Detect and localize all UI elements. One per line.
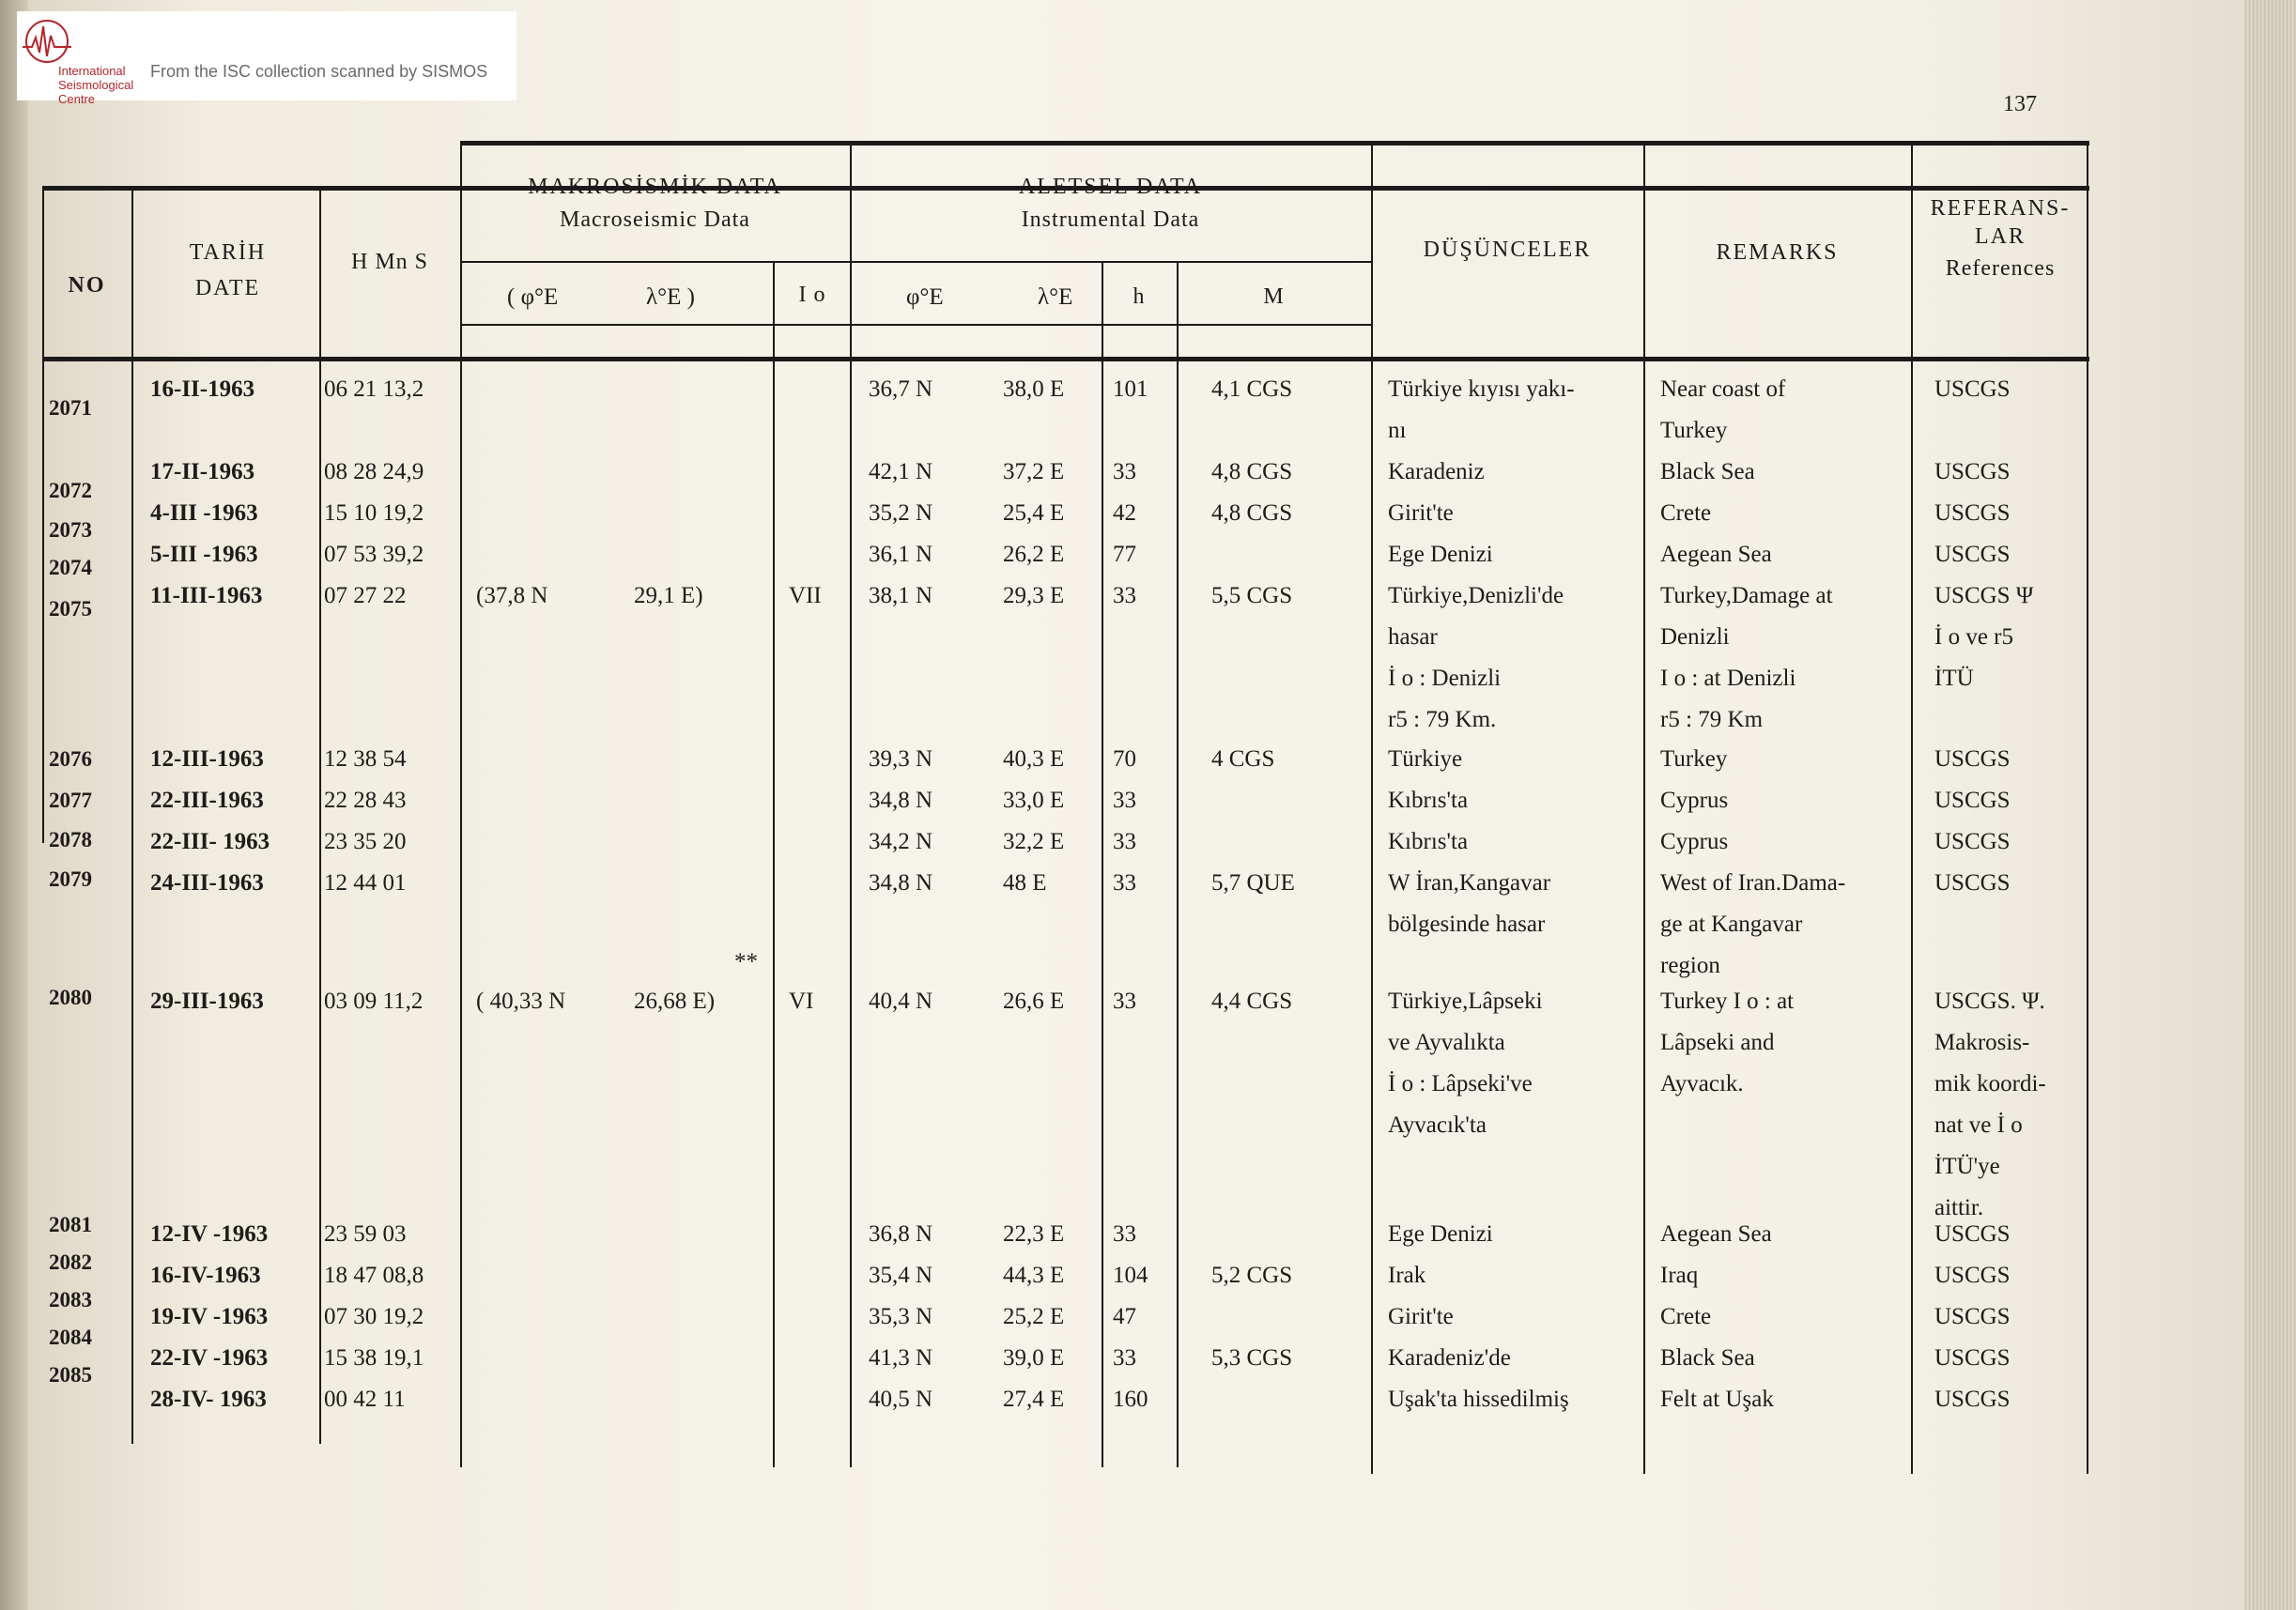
- dusunceler-text: bölgesinde hasar: [1388, 912, 1546, 937]
- dusunceler-text: Karadeniz'de: [1388, 1345, 1511, 1371]
- instrumental-longitude: 44,3 E: [1003, 1263, 1065, 1288]
- remarks-text: Aegean Sea: [1660, 1221, 1772, 1247]
- event-time: 07 30 19,2: [324, 1304, 424, 1329]
- event-date: 22-IV -1963: [150, 1345, 269, 1371]
- dusunceler-text: nı: [1388, 418, 1407, 443]
- header-referans: REFERANS-: [1930, 196, 2071, 221]
- event-number: 2077: [49, 789, 92, 812]
- event-date: 24-III-1963: [150, 870, 264, 896]
- instrumental-longitude: 26,2 E: [1003, 542, 1065, 567]
- dusunceler-text: Karadeniz: [1388, 459, 1485, 484]
- reference-text: USCGS Ψ: [1934, 583, 2034, 608]
- event-number: 2079: [49, 867, 92, 891]
- header-inst-lat: φ°E: [906, 284, 944, 310]
- dusunceler-text: Irak: [1388, 1263, 1426, 1288]
- scan-source-caption: From the ISC collection scanned by SISMOS: [150, 62, 488, 81]
- instrumental-longitude: 32,2 E: [1003, 829, 1065, 854]
- event-number: 2085: [49, 1363, 92, 1387]
- event-number: 2083: [49, 1288, 92, 1311]
- focal-depth: 33: [1113, 583, 1136, 608]
- event-date: 12-III-1963: [150, 746, 264, 772]
- event-date: 5-III -1963: [150, 542, 258, 567]
- event-time: 15 38 19,1: [324, 1345, 424, 1371]
- event-number: 2076: [49, 747, 92, 771]
- reference-text: USCGS. Ψ.: [1934, 989, 2045, 1014]
- event-time: 06 21 13,2: [324, 376, 424, 402]
- instrumental-latitude: 35,3 N: [869, 1304, 933, 1329]
- event-number: 2084: [49, 1326, 92, 1349]
- reference-text: USCGS: [1934, 1221, 2011, 1247]
- event-date: 11-III-1963: [150, 583, 263, 608]
- dusunceler-text: Kıbrıs'ta: [1388, 788, 1469, 813]
- instrumental-longitude: 48 E: [1003, 870, 1047, 896]
- instrumental-latitude: 36,1 N: [869, 542, 933, 567]
- event-number: 2081: [49, 1213, 92, 1236]
- reference-text: İTÜ: [1934, 666, 1974, 691]
- focal-depth: 160: [1113, 1387, 1148, 1412]
- focal-depth: 47: [1113, 1304, 1136, 1329]
- magnitude: 5,7 QUE: [1211, 870, 1295, 896]
- focal-depth: 104: [1113, 1263, 1148, 1288]
- focal-depth: 33: [1113, 1345, 1136, 1371]
- reference-text: USCGS: [1934, 788, 2011, 813]
- header-dusunceler: DÜŞÜNCELER: [1423, 238, 1592, 262]
- event-date: 28-IV- 1963: [150, 1387, 267, 1412]
- header-lar: LAR: [1975, 224, 2026, 249]
- dusunceler-text: Türkiye: [1388, 746, 1463, 772]
- dusunceler-text: Ayvacık'ta: [1388, 1112, 1487, 1138]
- event-time: 15 10 19,2: [324, 500, 424, 526]
- instrumental-longitude: 25,4 E: [1003, 500, 1065, 526]
- dusunceler-text: Türkiye,Lâpseki: [1388, 989, 1543, 1014]
- focal-depth: 70: [1113, 746, 1136, 772]
- focal-depth: 77: [1113, 542, 1136, 567]
- instrumental-longitude: 39,0 E: [1003, 1345, 1065, 1371]
- event-number: 2072: [49, 479, 92, 502]
- instrumental-latitude: 41,3 N: [869, 1345, 933, 1371]
- dusunceler-text: r5 : 79 Km.: [1388, 707, 1497, 732]
- instrumental-latitude: 36,7 N: [869, 376, 933, 402]
- instrumental-longitude: 27,4 E: [1003, 1387, 1065, 1412]
- remarks-text: Aegean Sea: [1660, 542, 1772, 567]
- event-number: 2080: [49, 986, 92, 1009]
- event-time: 03 09 11,2: [324, 989, 424, 1014]
- reference-text: USCGS: [1934, 500, 2011, 526]
- reference-text: İ o ve r5: [1934, 624, 2013, 650]
- reference-text: nat ve İ o: [1934, 1112, 2023, 1138]
- header-date: DATE: [194, 276, 261, 300]
- reference-text: USCGS: [1934, 1387, 2011, 1412]
- focal-depth: 33: [1113, 1221, 1136, 1247]
- remarks-text: Black Sea: [1660, 1345, 1755, 1371]
- reference-text: USCGS: [1934, 870, 2011, 896]
- event-time: 23 59 03: [324, 1221, 407, 1247]
- header-tarih: TARİH: [189, 240, 267, 265]
- remarks-text: Cyprus: [1660, 829, 1729, 854]
- event-date: 19-IV -1963: [150, 1304, 269, 1329]
- dusunceler-text: İ o : Denizli: [1388, 666, 1502, 691]
- event-date: 22-III-1963: [150, 788, 264, 813]
- magnitude: 5,2 CGS: [1211, 1263, 1293, 1288]
- magnitude: 4,4 CGS: [1211, 989, 1293, 1014]
- event-time: 12 38 54: [324, 746, 407, 772]
- event-number: 2075: [49, 597, 92, 621]
- event-date: 29-III-1963: [150, 989, 264, 1014]
- macro-intensity: VII: [789, 583, 822, 608]
- macro-latitude: (37,8 N: [476, 583, 548, 608]
- reference-text: Makrosis-: [1934, 1030, 2030, 1055]
- header-no: NO: [68, 273, 106, 298]
- header-instrumental: Instrumental Data: [1021, 207, 1200, 232]
- reference-text: USCGS: [1934, 542, 2011, 567]
- header-makro-lat: ( φ°E: [507, 284, 559, 310]
- remarks-text: West of Iran.Dama-: [1660, 870, 1846, 896]
- dusunceler-text: Ege Denizi: [1388, 1221, 1493, 1247]
- header-m: M: [1263, 284, 1285, 309]
- event-time: 12 44 01: [324, 870, 407, 896]
- remarks-text: r5 : 79 Km: [1660, 707, 1764, 732]
- remarks-text: Denizli: [1660, 624, 1730, 650]
- event-time: 22 28 43: [324, 788, 407, 813]
- focal-depth: 101: [1113, 376, 1148, 402]
- header-references: References: [1945, 256, 2056, 281]
- header-makrosismik: MAKROSİSMİK DATA: [528, 175, 782, 199]
- macro-intensity: VI: [789, 989, 814, 1014]
- instrumental-longitude: 29,3 E: [1003, 583, 1065, 608]
- remarks-text: Near coast of: [1660, 376, 1786, 402]
- remarks-text: Iraq: [1660, 1263, 1699, 1288]
- event-date: 16-II-1963: [150, 376, 255, 402]
- instrumental-longitude: 26,6 E: [1003, 989, 1065, 1014]
- focal-depth: 33: [1113, 829, 1136, 854]
- reference-text: USCGS: [1934, 459, 2011, 484]
- instrumental-latitude: 38,1 N: [869, 583, 933, 608]
- header-h: h: [1133, 284, 1146, 309]
- dusunceler-text: Türkiye kıyısı yakı-: [1388, 376, 1575, 402]
- page-edges: [2244, 0, 2296, 1610]
- macro-footnote-mark: **: [734, 949, 758, 974]
- event-time: 00 42 11: [324, 1387, 406, 1412]
- event-number: 2073: [49, 518, 92, 542]
- instrumental-latitude: 34,8 N: [869, 870, 933, 896]
- remarks-text: Crete: [1660, 500, 1712, 526]
- header-aletsel: ALETSEL DATA: [1018, 175, 1203, 199]
- dusunceler-text: W İran,Kangavar: [1388, 870, 1551, 896]
- header-io: I o: [798, 283, 826, 307]
- header-remarks: REMARKS: [1716, 240, 1839, 265]
- dusunceler-text: Girit'te: [1388, 500, 1454, 526]
- header-inst-lon: λ°E: [1038, 284, 1073, 310]
- event-number: 2074: [49, 556, 92, 579]
- event-time: 07 53 39,2: [324, 542, 424, 567]
- reference-text: İTÜ'ye: [1934, 1154, 2000, 1179]
- remarks-text: Turkey: [1660, 746, 1728, 772]
- magnitude: 5,3 CGS: [1211, 1345, 1293, 1371]
- event-date: 16-IV-1963: [150, 1263, 261, 1288]
- event-number: 2082: [49, 1250, 92, 1274]
- event-date: 22-III- 1963: [150, 829, 270, 854]
- dusunceler-text: Türkiye,Denizli'de: [1388, 583, 1564, 608]
- remarks-text: I o : at Denizli: [1660, 666, 1796, 691]
- instrumental-latitude: 34,8 N: [869, 788, 933, 813]
- header-makro-lon: λ°E ): [646, 284, 695, 310]
- event-time: 08 28 24,9: [324, 459, 424, 484]
- instrumental-longitude: 22,3 E: [1003, 1221, 1065, 1247]
- instrumental-latitude: 36,8 N: [869, 1221, 933, 1247]
- remarks-text: Black Sea: [1660, 459, 1755, 484]
- instrumental-latitude: 34,2 N: [869, 829, 933, 854]
- focal-depth: 33: [1113, 459, 1136, 484]
- event-time: 18 47 08,8: [324, 1263, 424, 1288]
- reference-text: USCGS: [1934, 829, 2011, 854]
- magnitude: 4,8 CGS: [1211, 500, 1293, 526]
- instrumental-latitude: 35,2 N: [869, 500, 933, 526]
- event-time: 07 27 22: [324, 583, 407, 608]
- dusunceler-text: Uşak'ta hissedilmiş: [1388, 1387, 1569, 1412]
- focal-depth: 33: [1113, 870, 1136, 896]
- focal-depth: 33: [1113, 989, 1136, 1014]
- isc-logo-banner: [17, 11, 516, 106]
- instrumental-longitude: 33,0 E: [1003, 788, 1065, 813]
- event-date: 17-II-1963: [150, 459, 255, 484]
- event-number: 2071: [49, 396, 92, 420]
- isc-seismograph-icon: [21, 15, 73, 71]
- instrumental-longitude: 25,2 E: [1003, 1304, 1065, 1329]
- remarks-text: Turkey,Damage at: [1660, 583, 1833, 608]
- focal-depth: 42: [1113, 500, 1136, 526]
- event-time: 23 35 20: [324, 829, 407, 854]
- macro-longitude: 26,68 E): [634, 989, 716, 1014]
- macro-latitude: ( 40,33 N: [476, 989, 566, 1014]
- magnitude: 5,5 CGS: [1211, 583, 1293, 608]
- reference-text: aittir.: [1934, 1195, 1984, 1220]
- instrumental-longitude: 38,0 E: [1003, 376, 1065, 402]
- instrumental-latitude: 39,3 N: [869, 746, 933, 772]
- instrumental-longitude: 40,3 E: [1003, 746, 1065, 772]
- magnitude: 4 CGS: [1211, 746, 1275, 772]
- instrumental-latitude: 42,1 N: [869, 459, 933, 484]
- dusunceler-text: ve Ayvalıkta: [1388, 1030, 1505, 1055]
- dusunceler-text: Girit'te: [1388, 1304, 1454, 1329]
- instrumental-latitude: 35,4 N: [869, 1263, 933, 1288]
- magnitude: 4,8 CGS: [1211, 459, 1293, 484]
- event-number: 2078: [49, 828, 92, 851]
- page-number: 137: [2003, 92, 2037, 116]
- dusunceler-text: Kıbrıs'ta: [1388, 829, 1469, 854]
- reference-text: USCGS: [1934, 376, 2011, 402]
- reference-text: USCGS: [1934, 1263, 2011, 1288]
- remarks-text: Turkey: [1660, 418, 1728, 443]
- magnitude: 4,1 CGS: [1211, 376, 1293, 402]
- macro-longitude: 29,1 E): [634, 583, 703, 608]
- instrumental-longitude: 37,2 E: [1003, 459, 1065, 484]
- reference-text: mik koordi-: [1934, 1071, 2046, 1096]
- remarks-text: Felt at Uşak: [1660, 1387, 1774, 1412]
- header-hms: H Mn S: [350, 250, 429, 274]
- reference-text: USCGS: [1934, 746, 2011, 772]
- reference-text: USCGS: [1934, 1345, 2011, 1371]
- event-date: 4-III -1963: [150, 500, 258, 526]
- dusunceler-text: İ o : Lâpseki've: [1388, 1071, 1533, 1096]
- remarks-text: region: [1660, 953, 1720, 978]
- dusunceler-text: hasar: [1388, 624, 1438, 650]
- remarks-text: Turkey I o : at: [1660, 989, 1795, 1014]
- remarks-text: Lâpseki and: [1660, 1030, 1775, 1055]
- reference-text: USCGS: [1934, 1304, 2011, 1329]
- remarks-text: Cyprus: [1660, 788, 1729, 813]
- instrumental-latitude: 40,5 N: [869, 1387, 933, 1412]
- isc-logo-text: International Seismological Centre: [58, 64, 134, 106]
- instrumental-latitude: 40,4 N: [869, 989, 933, 1014]
- event-date: 12-IV -1963: [150, 1221, 269, 1247]
- header-macroseismic: Macroseismic Data: [560, 207, 750, 232]
- remarks-text: Crete: [1660, 1304, 1712, 1329]
- dusunceler-text: Ege Denizi: [1388, 542, 1493, 567]
- remarks-text: Ayvacık.: [1660, 1071, 1744, 1096]
- remarks-text: ge at Kangavar: [1660, 912, 1803, 937]
- focal-depth: 33: [1113, 788, 1136, 813]
